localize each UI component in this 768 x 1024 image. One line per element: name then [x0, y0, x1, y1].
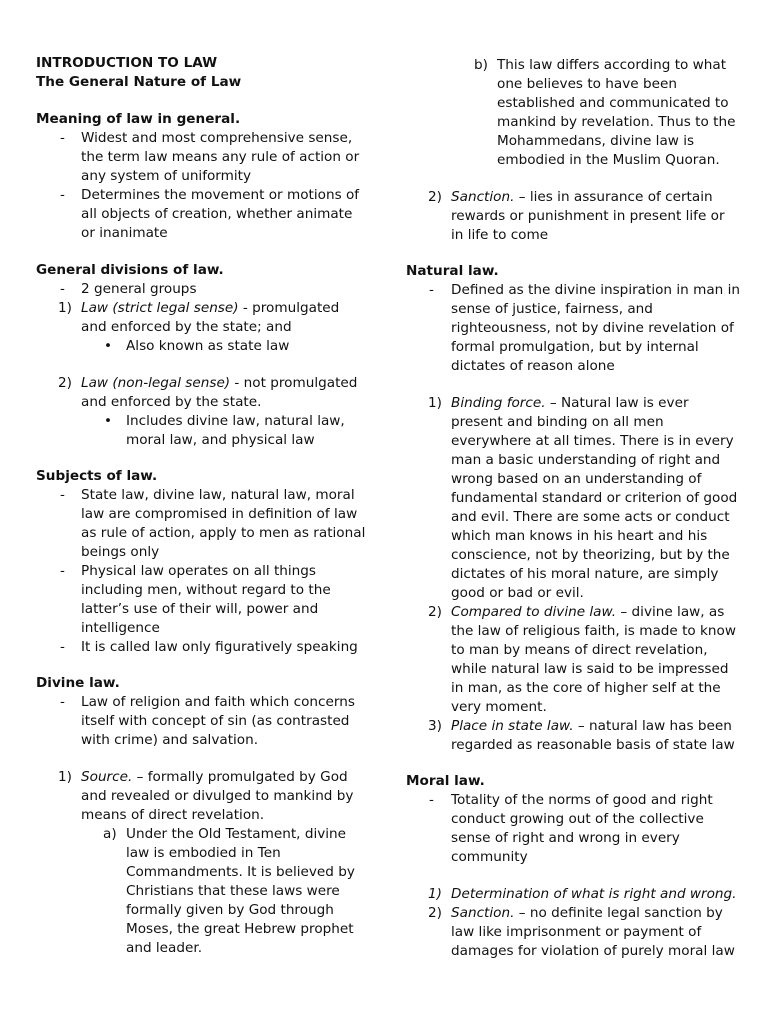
divisions-item-2-line-2: and enforced by the state.	[81, 394, 262, 410]
natural-item-3-title: Place in state law.	[451, 718, 574, 734]
divine-sub-b-line-6: embodied in the Muslim Quoran.	[497, 152, 720, 168]
subjects-bullet-2-line-2: including men, without regard to the	[81, 582, 331, 598]
divisions-item-2-line-1: Law (non-legal sense) - not promulgated	[81, 375, 358, 391]
divisions-item-1-sub: Also known as state law	[126, 338, 290, 354]
divine-source-line-1: Source. – formally promulgated by God	[81, 769, 348, 785]
natural-item-2-title: Compared to divine law.	[451, 604, 617, 620]
divine-source-title: Source.	[81, 769, 133, 785]
moral-item-2-line-3: damages for violation of purely moral law	[451, 943, 735, 959]
subjects-bullet-1-line-3: as rule of action, apply to men as rational	[81, 525, 366, 541]
divine-bullet-1-line-3: with crime) and salvation.	[81, 732, 259, 748]
moral-item-1-title: Determination of what is right and wrong.	[451, 886, 737, 902]
natural-bullet-line-1: Defined as the divine inspiration in man in	[451, 282, 740, 298]
divisions-item-2-title: Law (non-legal sense)	[81, 375, 231, 391]
natural-item-1-line-11: good or bad or evil.	[451, 585, 584, 601]
meaning-bullet-2-line-3: or inanimate	[81, 225, 168, 241]
moral-item-2-line-1: Sanction. – no definite legal sanction by	[451, 905, 723, 921]
natural-item-3-line-2: regarded as reasonable basis of state law	[451, 737, 735, 753]
dash-bullet: -	[60, 563, 65, 579]
bullet-dot: •	[104, 338, 113, 354]
divine-sub-a-line-1: Under the Old Testament, divine	[126, 826, 347, 842]
divine-sanction-line-2: rewards or punishment in present life or	[451, 208, 725, 224]
meaning-bullet-2-line-2: all objects of creation, whether animate	[81, 206, 353, 222]
divine-source-line-2: and revealed or divulged to mankind by	[81, 788, 354, 804]
natural-bullet-line-5: dictates of reason alone	[451, 358, 615, 374]
natural-item-1-number: 1)	[428, 395, 442, 411]
natural-item-1-line-8: which man knows in his heart and his	[451, 528, 708, 544]
divine-sub-a-line-7: and leader.	[126, 940, 203, 956]
natural-item-1-line-4: man a basic understanding of right and	[451, 452, 721, 468]
divine-sub-b-line-5: Mohammedans, divine law is	[497, 133, 695, 149]
document-title: INTRODUCTION TO LAW	[36, 55, 218, 71]
moral-item-2-title: Sanction.	[451, 905, 515, 921]
natural-item-2-line-1: Compared to divine law. – divine law, as	[451, 604, 725, 620]
subjects-bullet-2-line-3: latter’s use of their will, power and	[81, 601, 319, 617]
moral-item-2-line-2: law like imprisonment or payment of	[451, 924, 702, 940]
dash-bullet: -	[60, 639, 65, 655]
natural-bullet-line-2: sense of justice, fairness, and	[451, 301, 653, 317]
dash-bullet: -	[60, 487, 65, 503]
divine-source-number: 1)	[58, 769, 72, 785]
natural-item-3-number: 3)	[428, 718, 442, 734]
divine-bullet-1-line-2: itself with concept of sin (as contrasted	[81, 713, 350, 729]
subjects-bullet-3: It is called law only figuratively speaking	[81, 639, 358, 655]
moral-item-1-number: 1)	[428, 886, 442, 902]
moral-item-2-number: 2)	[428, 905, 442, 921]
divine-sub-a-line-5: formally given by God through	[126, 902, 334, 918]
section-heading-moral: Moral law.	[406, 773, 485, 789]
natural-item-1-line-5: wrong based on an understanding of	[451, 471, 702, 487]
natural-item-2-line-3: to man by means of direct revelation,	[451, 642, 708, 658]
subjects-bullet-1-line-4: beings only	[81, 544, 160, 560]
divine-sub-a-letter: a)	[103, 826, 117, 842]
section-heading-divine: Divine law.	[36, 675, 120, 691]
dash-bullet: -	[60, 694, 65, 710]
dash-bullet: -	[60, 130, 65, 146]
natural-item-2-line-5: in man, as the core of higher self at the	[451, 680, 721, 696]
natural-item-1-line-6: fundamental standard or criterion of good	[451, 490, 738, 506]
section-heading-subjects: Subjects of law.	[36, 468, 158, 484]
section-heading-divisions: General divisions of law.	[36, 262, 224, 278]
divine-sub-a-line-3: Commandments. It is believed by	[126, 864, 355, 880]
document-subtitle: The General Nature of Law	[36, 74, 242, 90]
divisions-item-1-title: Law (strict legal sense)	[81, 300, 239, 316]
divine-sub-b-line-3: established and communicated to	[497, 95, 729, 111]
meaning-bullet-2-line-1: Determines the movement or motions of	[81, 187, 360, 203]
divisions-item-1-line-2: and enforced by the state; and	[81, 319, 292, 335]
divine-source-line-3: means of direct revelation.	[81, 807, 265, 823]
natural-bullet-line-4: formal promulgation, but by internal	[451, 339, 699, 355]
meaning-bullet-1-line-1: Widest and most comprehensive sense,	[81, 130, 353, 146]
divine-bullet-1-line-1: Law of religion and faith which concerns	[81, 694, 355, 710]
divine-sub-b-letter: b)	[474, 57, 488, 73]
divine-sanction-line-1: Sanction. – lies in assurance of certain	[451, 189, 713, 205]
natural-item-1-line-9: conscience, not by theorizing, but by the	[451, 547, 730, 563]
divine-sub-a-line-2: law is embodied in Ten	[126, 845, 281, 861]
meaning-bullet-1-line-2: the term law means any rule of action or	[81, 149, 360, 165]
moral-bullet-line-2: conduct growing out of the collective	[451, 811, 704, 827]
divine-sub-b-line-2: one believes to have been	[497, 76, 677, 92]
section-heading-natural: Natural law.	[406, 263, 499, 279]
dash-bullet: -	[60, 281, 65, 297]
natural-item-1-line-3: everywhere at all times. There is in every	[451, 433, 734, 449]
divisions-item-2-number: 2)	[58, 375, 72, 391]
divisions-item-2-sub-line-1: Includes divine law, natural law,	[126, 413, 345, 429]
divine-sub-a-line-4: Christians that these laws were	[126, 883, 340, 899]
natural-bullet-line-3: righteousness, not by divine revelation of	[451, 320, 734, 336]
divisions-groups: 2 general groups	[81, 281, 197, 297]
moral-bullet-line-4: community	[451, 849, 528, 865]
natural-item-1-line-10: dictates of his moral nature, are simply	[451, 566, 719, 582]
dash-bullet: -	[60, 187, 65, 203]
natural-item-1-line-1: Binding force. – Natural law is ever	[451, 395, 689, 411]
section-heading-meaning: Meaning of law in general.	[36, 111, 241, 127]
divine-sanction-number: 2)	[428, 189, 442, 205]
divisions-item-1-number: 1)	[58, 300, 72, 316]
subjects-bullet-1-line-1: State law, divine law, natural law, moral	[81, 487, 355, 503]
moral-bullet-line-3: sense of right and wrong in every	[451, 830, 680, 846]
divine-sub-b-line-4: mankind by revelation. Thus to the	[497, 114, 736, 130]
moral-bullet-line-1: Totality of the norms of good and right	[451, 792, 713, 808]
natural-item-1-line-2: present and binding on all men	[451, 414, 664, 430]
dash-bullet: -	[429, 282, 434, 298]
bullet-dot: •	[104, 413, 113, 429]
dash-bullet: -	[429, 792, 434, 808]
natural-item-3-line-1: Place in state law. – natural law has been	[451, 718, 732, 734]
subjects-bullet-1-line-2: law are compromised in definition of law	[81, 506, 358, 522]
divine-sanction-title: Sanction.	[451, 189, 515, 205]
natural-item-1-line-7: and evil. There are some acts or conduct	[451, 509, 730, 525]
divisions-item-2-sub-line-2: moral law, and physical law	[126, 432, 315, 448]
divine-sanction-line-3: in life to come	[451, 227, 549, 243]
divine-sub-b-line-1: This law differs according to what	[497, 57, 727, 73]
natural-item-1-title: Binding force.	[451, 395, 546, 411]
subjects-bullet-2-line-1: Physical law operates on all things	[81, 563, 316, 579]
natural-item-2-line-4: while natural law is said to be impressed	[451, 661, 729, 677]
divine-sub-a-line-6: Moses, the great Hebrew prophet	[126, 921, 354, 937]
natural-item-2-line-6: very moment.	[451, 699, 547, 715]
meaning-bullet-1-line-3: any system of uniformity	[81, 168, 252, 184]
divisions-item-1-line-1: Law (strict legal sense) - promulgated	[81, 300, 340, 316]
subjects-bullet-2-line-4: intelligence	[81, 620, 160, 636]
natural-item-2-line-2: the law of religious faith, is made to know	[451, 623, 736, 639]
natural-item-2-number: 2)	[428, 604, 442, 620]
